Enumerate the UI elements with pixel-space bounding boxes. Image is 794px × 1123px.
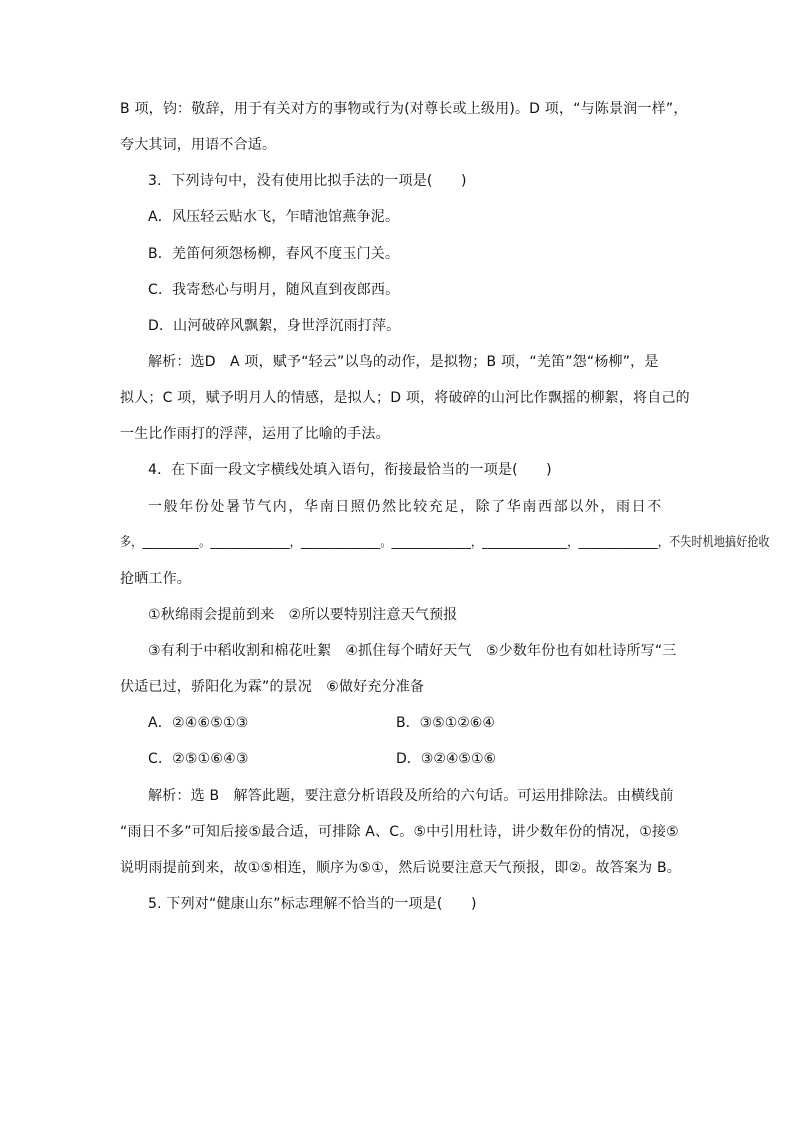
question-4-passage-line-3: 抢晒工作。 xyxy=(120,571,191,587)
question-4-analysis-line-1: 解析：选 B 解答此题，要注意分析语段及所给的六句话。可运用排除法。由横线前 xyxy=(148,788,674,804)
question-4-option-a: A．②④⑥⑤①③ xyxy=(148,715,249,731)
question-4-sentences-line-2: ③有利于中稻收割和棉花吐絮 ④抓住每个晴好天气 ⑤少数年份也有如杜诗所写“三 xyxy=(148,643,677,659)
question-4: 4．在下面一段文字横线处填入语句，衔接最恰当的一项是( ) xyxy=(148,462,552,478)
question-4-sentences-line-3: 伏适已过，骄阳化为霖”的景况 ⑥做好充分准备 xyxy=(120,679,425,695)
text-line-b-explanation-cont: 夸大其词，用语不合适。 xyxy=(120,137,277,153)
text-line-b-explanation: B 项，钧：敬辞，用于有关对方的事物或行为(对尊长或上级用)。D 项，“与陈景润一样”， xyxy=(120,101,688,117)
question-4-option-c: C．②⑤①⑥④③ xyxy=(148,751,249,767)
question-4-sentences-line-1: ①秋绵雨会提前到来 ②所以要特别注意天气预报 xyxy=(148,607,458,623)
question-3-option-d: D．山河破碎风飘絮，身世浮沉雨打萍。 xyxy=(148,318,401,334)
question-3-option-a: A．风压轻云贴水飞，乍晴池馆燕争泥。 xyxy=(148,209,400,225)
question-5: 5. 下列对“健康山东”标志理解不恰当的一项是( ) xyxy=(148,896,477,912)
question-4-analysis-line-3: 说明雨提前到来，故①⑤相连，顺序为⑤①，然后说要注意天气预报，即②。故答案为 B。 xyxy=(120,860,682,876)
question-3-option-b: B．羌笛何须怨杨柳，春风不度玉门关。 xyxy=(148,246,400,262)
question-4-analysis-line-2: “雨日不多”可知后接⑤最合适，可排除 A、C。⑤中引用杜诗，讲少数年份的情况，①接⑤ xyxy=(120,824,679,840)
question-3-analysis-line-1: 解析：选D A 项，赋予“轻云”以鸟的动作，是拟物；B 项，“羌笛”怨“杨柳”，是 xyxy=(148,354,659,370)
question-3-analysis-line-2: 拟人；C 项，赋予明月人的情感，是拟人；D 项，将破碎的山河比作飘摇的柳絮，将自己的 xyxy=(120,390,690,406)
question-4-option-d: D．③②④⑤①⑥ xyxy=(396,751,497,767)
question-4-passage-line-1: 一般年份处暑节气内，华南日照仍然比较充足，除了华南西部以外，雨日不 xyxy=(148,499,663,515)
question-4-option-b: B．③⑤①②⑥④ xyxy=(396,715,495,731)
question-4-passage-line-2: 多，__________。______________，______________。______________，_______________，______________，不失时机地搞好抢收 xyxy=(120,535,770,550)
question-3: 3．下列诗句中，没有使用比拟手法的一项是( ) xyxy=(148,173,467,189)
question-3-analysis-line-3: 一生比作雨打的浮萍，运用了比喻的手法。 xyxy=(120,426,390,442)
question-3-option-c: C．我寄愁心与明月，随风直到夜郎西。 xyxy=(148,282,400,298)
